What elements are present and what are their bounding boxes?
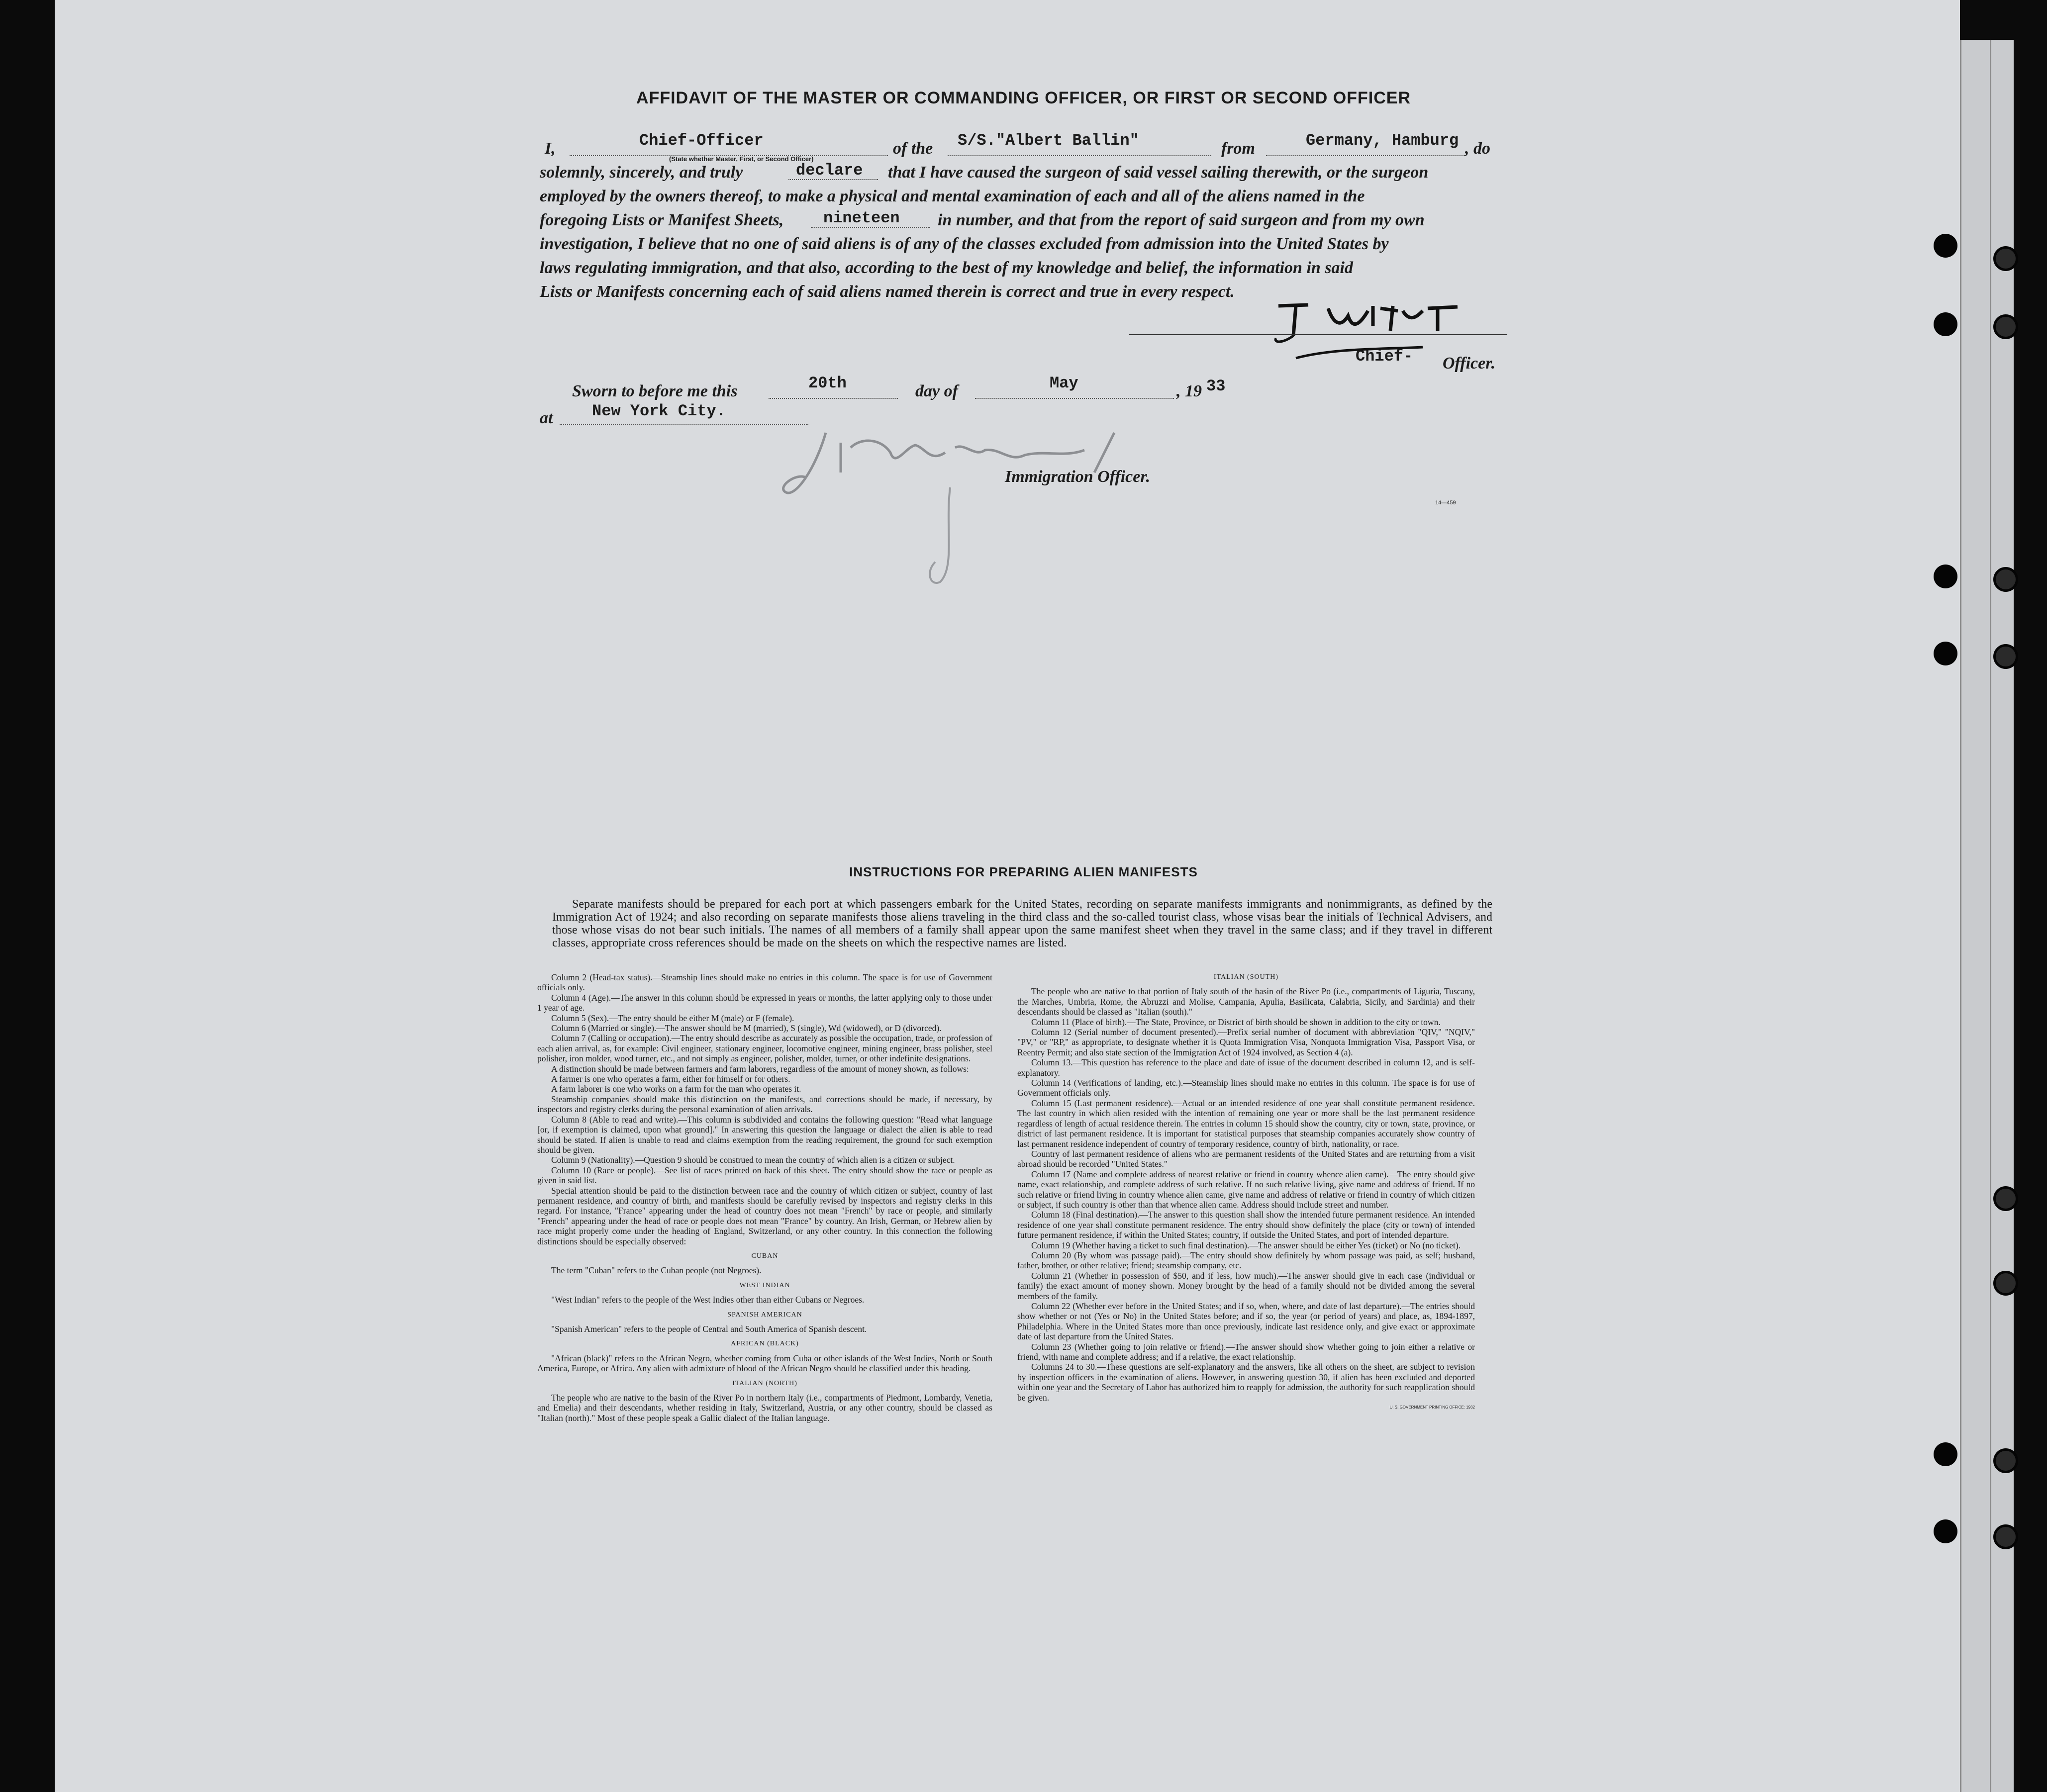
sworn-day: 20th xyxy=(808,374,847,392)
punch-hole-icon xyxy=(1934,642,1957,665)
instruction-paragraph: Column 21 (Whether in possession of $50, and if less, how much).—The answer should give in each case (individual or family) the exact amount of money shown. Money brought by the head of a family should not be divided among the several members of the family. xyxy=(1017,1270,1475,1301)
instruction-paragraph: Column 10 (Race or people).—See list of races printed on back of this sheet. The entry should show the race or people as given in said list. xyxy=(537,1165,992,1186)
instruction-paragraph: Column 8 (Able to read and write).—This column is subdivided and contains the following question: "Read what language [or, if exemption is claimed, upon what ground]." In answering this question the language or dialect the alien is able to read should be stated. If alien is unable to read and claims exemption from the reading requirement, the ground for such exemption should be given. xyxy=(537,1114,992,1155)
affidavit-line-6: laws regulating immigration, and that also, according to the best of my knowledge and belief, the information in said xyxy=(540,259,1353,277)
heading-spanish-american: SPANISH AMERICAN xyxy=(727,1311,802,1319)
heading-italian-north: ITALIAN (NORTH) xyxy=(732,1379,797,1387)
underline xyxy=(1266,155,1465,156)
instructions-title: INSTRUCTIONS FOR PREPARING ALIEN MANIFESTS xyxy=(849,864,1198,879)
instruction-paragraph: Column 19 (Whether having a ticket to such final destination).—The answer should be either Yes (ticket) or No (no ticket). xyxy=(1031,1240,1461,1250)
instruction-paragraph: Column 22 (Whether ever before in the United States; and if so, when, where, and date of last departure).—The entries should show whether or not (Yes or No) in the United States before; and if so, the year (or period of years) and place, as, 1894-1897, Philadelphia. Where in the United States more than once previously, indicate last residence only, and give exact or approximate date of last departure from the United States. xyxy=(1017,1301,1475,1342)
affidavit-line-5: investigation, I believe that no one of said aliens is of any of the classes excluded from admission into the United States by xyxy=(540,235,1389,253)
year-prefix: , 19 xyxy=(1176,382,1202,400)
heading-italian-south: ITALIAN (SOUTH) xyxy=(1213,973,1279,981)
underline xyxy=(769,398,898,399)
instruction-paragraph: Column 11 (Place of birth).—The State, Province, or District of birth should be shown in addition to the city or town. xyxy=(1031,1017,1441,1027)
signer-suffix: Officer. xyxy=(1443,354,1496,373)
punch-hole-icon xyxy=(1993,567,2018,592)
instruction-paragraph: The people who are native to the basin of the River Po in northern Italy (i.e., compartments of Piedmont, Lombardy, Venetia, and Emelia) and their descendants, whether residing in Italy, Switzerland, Austria, or any other country, should be classed as "Italian (north)." Most of these people speak a Gallic dialect of the Italian language. xyxy=(537,1393,992,1423)
instruction-paragraph: The people who are native to that portion of Italy south of the basin of the River Po (i.e., compartments of Liguria, Tuscany, the Marches, Umbria, Rome, the Abruzzi and Molise, Campania, Apulia, Basilicata, Calabria, Sicily, and Sardinia) and their descendants should be classed as "Italian (south)." xyxy=(1017,986,1475,1017)
signature-line xyxy=(1129,334,1507,335)
solemnly-text-post: that I have caused the surgeon of said vessel sailing therewith, or the surgeon xyxy=(888,163,1429,182)
page-edge xyxy=(1960,40,1991,1792)
word-do: , do xyxy=(1465,139,1490,158)
punch-hole-icon xyxy=(1934,1442,1957,1466)
instruction-paragraph: Country of last permanent residence of aliens who are permanent residents of the United States and are returning from a visit abroad should be recorded "United States." xyxy=(1017,1148,1475,1169)
punch-hole-icon xyxy=(1993,246,2018,271)
punch-hole-icon xyxy=(1934,312,1957,336)
rank-hint: (State whether Master, First, or Second Officer) xyxy=(669,155,814,163)
declare-word: declare xyxy=(796,161,863,180)
officer-rank: Chief-Officer xyxy=(639,131,764,150)
officer-signature xyxy=(1273,296,1507,346)
origin-port: Germany, Hamburg xyxy=(1306,131,1459,150)
instruction-paragraph: A distinction should be made between farmers and farm laborers, regardless of the amount of money shown, as follows: xyxy=(551,1063,969,1074)
affidavit-line-3: employed by the owners thereof, to make a physical and mental examination of each and all of the aliens named in the xyxy=(540,187,1365,205)
instruction-paragraph: Column 12 (Serial number of document presented).—Prefix serial number of document with abbreviation "QIV," "NQIV," "PV," or "RP," as appropriate, to designate whether it is Quota Immigration Visa, Nonquota Immigration Visa, Passport Visa, or Reentry Permit; and also state section of the Immigration Act of 1924 involved, as Section 4 (a). xyxy=(1017,1027,1475,1057)
underline xyxy=(811,227,930,228)
signer-rank: Chief- xyxy=(1356,347,1413,366)
instruction-paragraph: Column 2 (Head-tax status).—Steamship lines should make no entries in this column. The space is for use of Government officials only. xyxy=(537,972,992,993)
affidavit-line-4-post: in number, and that from the report of said surgeon and from my own xyxy=(938,211,1425,229)
instruction-paragraph: Column 14 (Verifications of landing, etc.).—Steamship lines should make no entries in this column. The space is for use of Government officials only. xyxy=(1017,1078,1475,1098)
immigration-officer-title: Immigration Officer. xyxy=(1005,468,1151,486)
heading-cuban: CUBAN xyxy=(751,1252,779,1260)
day-of-text: day of xyxy=(915,382,958,400)
instruction-paragraph: Column 4 (Age).—The answer in this column should be expressed in years or months, the latter applying only to those under 1 year of age. xyxy=(537,992,992,1013)
instructions-intro: Separate manifests should be prepared for each port at which passengers embark for the United States, recording on separate manifests immigrants and nonimmigrants, as defined by the Immigration Act of 1924; and also recording on separate manifests those aliens traveling in the third class and the so-called tourist class, whose visas bear the initials of Technical Advisers, and those whose visas do not bear such initials. The names of all members of a family shall appear upon the same manifest sheet when they travel in the same class; and if they travel in different classes, appropriate cross references should be made on the sheets on which the respective names are listed. xyxy=(552,898,1492,949)
instruction-paragraph: Column 6 (Married or single).—The answer should be M (married), S (single), Wd (widowed), or D (divorced). xyxy=(551,1023,942,1034)
sworn-month: May xyxy=(1050,374,1078,392)
instruction-paragraph: Column 18 (Final destination).—The answer to this question shall show the intended future permanent residence. An intended residence of one year shall constitute permanent residence. The entry should show definitely the place (city or town) of intended future permanent residence, if within the United States; country, if outside the United States, and port of intended departure. xyxy=(1017,1210,1475,1240)
word-i: I, xyxy=(545,139,556,158)
instruction-paragraph: Column 13.—This question has reference to the place and date of issue of the document described in column 12, and is self-explanatory. xyxy=(1017,1057,1475,1078)
form-number: 14—459 xyxy=(1435,500,1456,506)
heading-west-indian: WEST INDIAN xyxy=(739,1281,790,1289)
affidavit-line-7: Lists or Manifests concerning each of said aliens named therein is correct and true in every respect. xyxy=(540,283,1235,301)
instruction-paragraph: "Spanish American" refers to the people of Central and South America of Spanish descent. xyxy=(551,1324,867,1334)
sheet-count: nineteen xyxy=(823,209,900,227)
punch-hole-icon xyxy=(1934,234,1957,258)
printer-note: U. S. GOVERNMENT PRINTING OFFICE: 1932 xyxy=(1389,1405,1475,1410)
punch-hole-icon xyxy=(1993,314,2018,339)
punch-hole-icon xyxy=(1993,1271,2018,1296)
vessel-name: S/S."Albert Ballin" xyxy=(958,131,1139,150)
instruction-paragraph: "West Indian" refers to the people of the West Indies other than either Cubans or Negroes. xyxy=(551,1295,865,1305)
punch-hole-icon xyxy=(1934,1519,1957,1543)
heading-african: AFRICAN (BLACK) xyxy=(731,1340,799,1348)
underline xyxy=(788,179,878,180)
instruction-paragraph: Column 17 (Name and complete address of nearest relative or friend in country whence alien came).—The entry should give name, exact relationship, and complete address of such relative. If no such relative living, give name and address of friend. If no such relative or friend living in country whence alien came, give name and address of relative or friend in country of which citizen or subject, if such country is other than that whence alien came. Address should include street and number. xyxy=(1017,1169,1475,1210)
instruction-paragraph: The term "Cuban" refers to the Cuban people (not Negroes). xyxy=(551,1265,762,1276)
instruction-paragraph: A farmer is one who operates a farm, either for himself or for others. xyxy=(551,1074,790,1084)
punch-hole-icon xyxy=(1993,644,2018,669)
affidavit-line-4: foregoing Lists or Manifest Sheets, xyxy=(540,211,784,229)
instruction-paragraph: Columns 24 to 30.—These questions are self-explanatory and the answers, like all others on the sheet, are subject to revision by inspection officers in the examination of aliens. However, in answering question 30, if alien has been excluded and deported within one year and the Secretary of Labor has authorized him to reapply for admission, the authority for such reapplication should be given. xyxy=(1017,1362,1475,1403)
solemnly-text: solemnly, sincerely, and truly xyxy=(540,163,743,182)
instruction-paragraph: "African (black)" refers to the African Negro, whether coming from Cuba or other islands of the West Indies, North or South America, Europe, or Africa. Any alien with admixture of blood of the African Negro should be classified under this heading. xyxy=(537,1353,992,1374)
word-from: from xyxy=(1221,139,1255,158)
instruction-paragraph: Column 15 (Last permanent residence).—Actual or an intended residence of one year shall constitute permanent residence. The last country in which alien resided with the intention of remaining one year or more shall be the last permanent residence regardless of length of actual residence therein. The entries in column 15 should show the country, city or town, state, province, or district of last permanent residence. It is important for statistical purposes that steamship companies accurately show country of last permanent residence independent of country of temporary residence, country of birth, nationality, or race. xyxy=(1017,1098,1475,1149)
affidavit-title: AFFIDAVIT OF THE MASTER OR COMMANDING OFFICER, OR FIRST OR SECOND OFFICER xyxy=(636,89,1411,107)
punch-hole-icon xyxy=(1934,565,1957,588)
sworn-place: New York City. xyxy=(592,402,726,420)
at-text: at xyxy=(540,409,553,427)
year-suffix: 33 xyxy=(1206,377,1226,395)
instruction-paragraph: A farm laborer is one who works on a farm for the man who operates it. xyxy=(551,1084,801,1094)
underline xyxy=(948,155,1211,156)
instruction-paragraph: Steamship companies should make this distinction on the manifests, and corrections should be made, if necessary, by inspectors and registry clerks during the personal examination of alien arrivals. xyxy=(537,1094,992,1115)
punch-hole-icon xyxy=(1993,1186,2018,1211)
instruction-paragraph: Column 9 (Nationality).—Question 9 should be construed to mean the country of which alien is a citizen or subject. xyxy=(551,1155,955,1165)
underline xyxy=(975,398,1174,399)
instruction-paragraph: Column 5 (Sex).—The entry should be either M (male) or F (female). xyxy=(551,1013,794,1023)
punch-hole-icon xyxy=(1993,1448,2018,1473)
instruction-paragraph: Column 7 (Calling or occupation).—The entry should describe as accurately as possible the occupation, trade, or profession of each alien arrival, as, for example: Civil engineer, stationary engineer, locomotive engineer, mining engineer, brass polisher, steel polisher, iron molder, wood turner, etc., and not simply as engineer, polisher, molder, turner, or other indefinite designations. xyxy=(537,1033,992,1064)
instruction-paragraph: Column 20 (By whom was passage paid).—The entry should show definitely by whom passage was paid, as self; husband, father, brother, or other relative; friend; steamship company, etc. xyxy=(1017,1250,1475,1271)
instruction-paragraph: Special attention should be paid to the distinction between race and the country of which citizen or subject, country of last permanent residence, and country of birth, and manifests should be carefully revised by inspectors and registry clerks in this regard. For instance, "France" appearing under the head of country does not mean "French" by race or people, and similarly "French" appearing under the head of race or people does not mean "France" by country. An Irish, German, or Hebrew alien by race might properly come under the heading of England, Switzerland, or any other country. In this connection the following distinctions should be especially observed: xyxy=(537,1185,992,1246)
sworn-text: Sworn to before me this xyxy=(572,382,738,400)
affidavit-body xyxy=(540,129,1500,308)
immigration-officer-signature xyxy=(766,428,1214,592)
instructions-right-column xyxy=(1017,972,1475,1413)
instructions-left-column xyxy=(537,972,992,1423)
punch-hole-icon xyxy=(1993,1524,2018,1549)
word-of-the: of the xyxy=(893,139,933,158)
underline xyxy=(560,424,808,425)
instruction-paragraph: Column 23 (Whether going to join relative or friend).—The answer should show whether going to join either a relative or friend, with name and complete address; and if a relative, the exact relationship. xyxy=(1017,1341,1475,1362)
rank-underline-stroke xyxy=(1293,343,1428,368)
